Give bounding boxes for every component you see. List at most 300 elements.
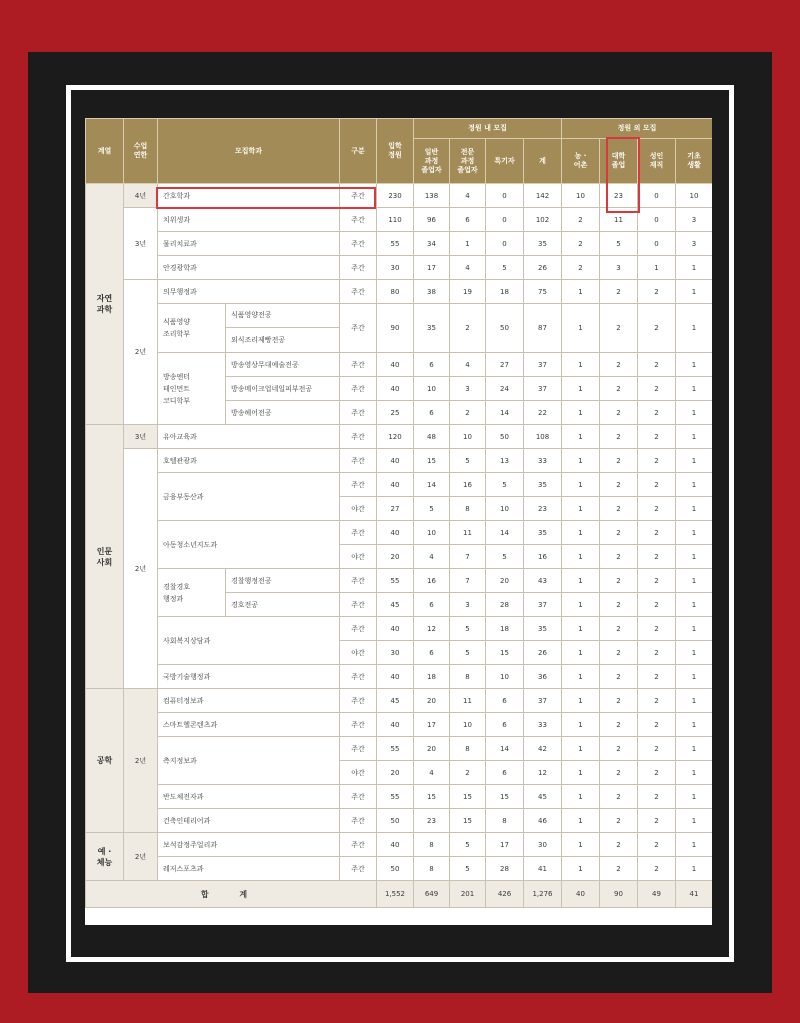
value-cell: 10 [414,377,450,401]
value-cell: 0 [486,184,524,208]
value-cell: 40 [377,617,414,641]
value-cell: 3 [600,256,638,280]
gubun-cell: 주간 [340,665,377,689]
sub-major-name: 방송메이크업네일피부전공 [226,377,340,401]
department-name: 컴퓨터정보과 [158,689,340,713]
sub-major-name: 방송영상무대예술전공 [226,353,340,377]
gubun-cell: 주간 [340,833,377,857]
value-cell: 1 [562,304,600,353]
value-cell: 23 [600,184,638,208]
value-cell: 0 [638,208,676,232]
value-cell: 8 [486,809,524,833]
value-cell: 30 [524,833,562,857]
value-cell: 2 [600,304,638,353]
value-cell: 1 [676,377,713,401]
value-cell: 1 [676,569,713,593]
value-cell: 2 [600,521,638,545]
header-major: 모집학과 [158,119,340,184]
value-cell: 30 [377,256,414,280]
gubun-cell: 야간 [340,641,377,665]
value-cell: 2 [638,401,676,425]
total-label: 합 계 [86,881,377,908]
admission-quota-table [85,118,712,908]
header-basic: 기초 생활 [676,139,713,184]
value-cell: 1 [676,641,713,665]
value-cell: 2 [638,641,676,665]
value-cell: 18 [486,617,524,641]
value-cell: 2 [600,665,638,689]
value-cell: 28 [486,857,524,881]
gubun-cell: 주간 [340,377,377,401]
value-cell: 34 [414,232,450,256]
gubun-cell: 주간 [340,713,377,737]
value-cell: 16 [414,569,450,593]
header-nong: 농 · 어촌 [562,139,600,184]
value-cell: 6 [414,401,450,425]
value-cell: 1 [676,665,713,689]
value-cell: 16 [524,545,562,569]
value-cell: 8 [450,497,486,521]
value-cell: 48 [414,425,450,449]
value-cell: 5 [450,449,486,473]
value-cell: 96 [414,208,450,232]
gubun-cell: 주간 [340,569,377,593]
department-name: 스마트헬콘텐츠과 [158,713,340,737]
gubun-cell: 주간 [340,617,377,641]
value-cell: 2 [638,761,676,785]
value-cell: 55 [377,737,414,761]
value-cell: 3 [676,208,713,232]
value-cell: 5 [486,473,524,497]
header-iphak: 입학 정원 [377,119,414,184]
value-cell: 40 [377,665,414,689]
value-cell: 1 [562,833,600,857]
value-cell: 2 [638,449,676,473]
table-row [86,208,713,232]
header-tukgija: 특기자 [486,139,524,184]
value-cell: 17 [414,713,450,737]
value-cell: 2 [638,377,676,401]
sub-major-name: 경찰행정전공 [226,569,340,593]
year-cell: 3년 [124,208,158,280]
value-cell: 17 [486,833,524,857]
table-row [86,449,713,473]
value-cell: 18 [414,665,450,689]
value-cell: 36 [524,665,562,689]
total-cell: 426 [486,881,524,908]
value-cell: 2 [600,545,638,569]
value-cell: 2 [638,593,676,617]
value-cell: 5 [450,617,486,641]
value-cell: 41 [524,857,562,881]
document-sheet [85,118,712,925]
value-cell: 2 [638,497,676,521]
value-cell: 37 [524,377,562,401]
value-cell: 35 [414,304,450,353]
value-cell: 2 [600,401,638,425]
table-row [86,353,713,377]
value-cell: 2 [450,304,486,353]
value-cell: 1 [562,713,600,737]
header-inside-quota: 정원 내 모집 [414,119,562,139]
table-row [86,833,713,857]
value-cell: 10 [486,497,524,521]
value-cell: 13 [486,449,524,473]
value-cell: 1 [562,641,600,665]
value-cell: 1 [676,593,713,617]
sub-major-stack [226,304,340,353]
value-cell: 2 [562,256,600,280]
header-adult: 성인 재직 [638,139,676,184]
value-cell: 2 [600,593,638,617]
value-cell: 2 [638,713,676,737]
value-cell: 17 [414,256,450,280]
value-cell: 2 [600,857,638,881]
value-cell: 40 [377,833,414,857]
value-cell: 35 [524,473,562,497]
value-cell: 1 [562,425,600,449]
value-cell: 2 [638,785,676,809]
value-cell: 1 [562,545,600,569]
faculty-name: 방송엔터 테인먼트 코디학부 [158,353,226,425]
value-cell: 35 [524,617,562,641]
table-row [86,713,713,737]
year-cell: 2년 [124,833,158,881]
total-cell: 40 [562,881,600,908]
gubun-cell: 주간 [340,473,377,497]
value-cell: 6 [486,689,524,713]
value-cell: 2 [600,833,638,857]
total-cell: 1,552 [377,881,414,908]
value-cell: 1 [676,304,713,353]
value-cell: 3 [450,593,486,617]
value-cell: 1 [562,761,600,785]
value-cell: 55 [377,232,414,256]
value-cell: 1 [450,232,486,256]
value-cell: 14 [486,737,524,761]
value-cell: 2 [638,280,676,304]
value-cell: 1 [562,280,600,304]
value-cell: 7 [450,569,486,593]
header-suup-yeonhan: 수업 연한 [124,119,158,184]
value-cell: 50 [377,809,414,833]
value-cell: 12 [414,617,450,641]
value-cell: 2 [638,353,676,377]
value-cell: 80 [377,280,414,304]
value-cell: 10 [676,184,713,208]
gubun-cell: 야간 [340,497,377,521]
value-cell: 11 [450,689,486,713]
value-cell: 1 [676,425,713,449]
table-row [86,785,713,809]
value-cell: 6 [486,713,524,737]
header-univ: 대학 졸업 [600,139,638,184]
total-cell: 90 [600,881,638,908]
value-cell: 22 [524,401,562,425]
value-cell: 1 [562,497,600,521]
value-cell: 5 [450,641,486,665]
value-cell: 2 [600,761,638,785]
header-gyeyeol: 계열 [86,119,124,184]
table-row [86,304,713,353]
value-cell: 27 [377,497,414,521]
value-cell: 30 [377,641,414,665]
header-sum: 계 [524,139,562,184]
sub-major-name: 방송헤어전공 [226,401,340,425]
value-cell: 10 [450,425,486,449]
value-cell: 2 [638,737,676,761]
value-cell: 1 [676,737,713,761]
gubun-cell: 주간 [340,809,377,833]
value-cell: 138 [414,184,450,208]
value-cell: 108 [524,425,562,449]
value-cell: 0 [486,232,524,256]
value-cell: 6 [414,353,450,377]
value-cell: 15 [450,809,486,833]
value-cell: 20 [377,545,414,569]
value-cell: 2 [638,304,676,353]
value-cell: 11 [450,521,486,545]
value-cell: 2 [450,761,486,785]
value-cell: 2 [638,521,676,545]
value-cell: 2 [600,497,638,521]
value-cell: 4 [414,545,450,569]
department-name: 국방기술행정과 [158,665,340,689]
value-cell: 1 [676,617,713,641]
value-cell: 2 [600,425,638,449]
value-cell: 1 [562,617,600,641]
value-cell: 10 [562,184,600,208]
value-cell: 24 [486,377,524,401]
value-cell: 37 [524,593,562,617]
value-cell: 4 [450,353,486,377]
value-cell: 40 [377,473,414,497]
value-cell: 1 [562,689,600,713]
value-cell: 5 [414,497,450,521]
value-cell: 23 [414,809,450,833]
value-cell: 1 [676,689,713,713]
value-cell: 1 [562,593,600,617]
table-row [86,521,713,545]
header-general: 일반 과정 졸업자 [414,139,450,184]
value-cell: 11 [600,208,638,232]
value-cell: 7 [450,545,486,569]
year-cell: 2년 [124,689,158,833]
total-row [86,881,713,908]
value-cell: 1 [676,857,713,881]
department-name: 레저스포츠과 [158,857,340,881]
value-cell: 1 [562,473,600,497]
value-cell: 15 [486,641,524,665]
group-label: 자연 과학 [86,184,124,425]
value-cell: 20 [414,689,450,713]
value-cell: 35 [524,521,562,545]
gubun-cell: 주간 [340,304,377,353]
value-cell: 120 [377,425,414,449]
table-row [86,569,713,593]
value-cell: 2 [600,713,638,737]
value-cell: 4 [450,256,486,280]
value-cell: 1 [562,569,600,593]
value-cell: 10 [486,665,524,689]
table-row [86,232,713,256]
value-cell: 2 [638,569,676,593]
total-cell: 201 [450,881,486,908]
value-cell: 2 [450,401,486,425]
value-cell: 33 [524,713,562,737]
value-cell: 2 [600,809,638,833]
table-row [86,280,713,304]
value-cell: 1 [562,785,600,809]
table-row [86,184,713,208]
table-row [86,737,713,761]
gubun-cell: 주간 [340,521,377,545]
gubun-cell: 주간 [340,232,377,256]
gubun-cell: 야간 [340,761,377,785]
value-cell: 10 [414,521,450,545]
value-cell: 6 [450,208,486,232]
value-cell: 2 [600,569,638,593]
value-cell: 50 [486,304,524,353]
value-cell: 75 [524,280,562,304]
value-cell: 2 [638,425,676,449]
value-cell: 16 [450,473,486,497]
value-cell: 15 [414,449,450,473]
value-cell: 1 [676,497,713,521]
value-cell: 35 [524,232,562,256]
gubun-cell: 주간 [340,689,377,713]
value-cell: 4 [414,761,450,785]
gubun-cell: 주간 [340,785,377,809]
value-cell: 40 [377,449,414,473]
department-name: 호텔관광과 [158,449,340,473]
value-cell: 2 [600,617,638,641]
value-cell: 2 [600,280,638,304]
value-cell: 2 [600,353,638,377]
value-cell: 1 [676,809,713,833]
value-cell: 5 [450,833,486,857]
value-cell: 20 [377,761,414,785]
value-cell: 26 [524,256,562,280]
header-special: 전문 과정 졸업자 [450,139,486,184]
total-cell: 1,276 [524,881,562,908]
table-row [86,617,713,641]
value-cell: 0 [486,208,524,232]
value-cell: 40 [377,353,414,377]
department-name: 측지정보과 [158,737,340,785]
value-cell: 55 [377,569,414,593]
value-cell: 2 [638,689,676,713]
value-cell: 1 [562,521,600,545]
gubun-cell: 야간 [340,545,377,569]
value-cell: 23 [524,497,562,521]
value-cell: 15 [414,785,450,809]
department-name: 치위생과 [158,208,340,232]
value-cell: 0 [638,232,676,256]
value-cell: 1 [638,256,676,280]
group-label: 인문 사회 [86,425,124,689]
value-cell: 25 [377,401,414,425]
table-row [86,809,713,833]
value-cell: 8 [450,665,486,689]
gubun-cell: 주간 [340,449,377,473]
value-cell: 33 [524,449,562,473]
value-cell: 14 [486,521,524,545]
department-name: 아동청소년지도과 [158,521,340,569]
group-label: 예 · 체능 [86,833,124,881]
year-cell: 2년 [124,449,158,689]
value-cell: 87 [524,304,562,353]
value-cell: 19 [450,280,486,304]
value-cell: 50 [377,857,414,881]
value-cell: 55 [377,785,414,809]
value-cell: 1 [676,256,713,280]
value-cell: 1 [562,737,600,761]
table-row [86,689,713,713]
value-cell: 0 [638,184,676,208]
gubun-cell: 주간 [340,737,377,761]
value-cell: 37 [524,353,562,377]
department-name: 건축인테리어과 [158,809,340,833]
header-gubun: 구분 [340,119,377,184]
value-cell: 5 [450,857,486,881]
sub-major-name: 외식조리제빵전공 [231,336,286,344]
value-cell: 15 [450,785,486,809]
table-row [86,256,713,280]
year-cell: 3년 [124,425,158,449]
value-cell: 8 [450,737,486,761]
department-name: 유아교육과 [158,425,340,449]
value-cell: 1 [562,665,600,689]
value-cell: 43 [524,569,562,593]
department-name: 의무행정과 [158,280,340,304]
value-cell: 1 [676,353,713,377]
value-cell: 20 [414,737,450,761]
gubun-cell: 주간 [340,280,377,304]
faculty-name: 경찰경호 행정과 [158,569,226,617]
department-name: 반도체전자과 [158,785,340,809]
value-cell: 2 [600,689,638,713]
value-cell: 10 [450,713,486,737]
sub-major-name: 식품영양전공 [226,304,339,328]
value-cell: 12 [524,761,562,785]
total-cell: 41 [676,881,713,908]
value-cell: 1 [676,833,713,857]
value-cell: 3 [676,232,713,256]
value-cell: 6 [414,641,450,665]
value-cell: 15 [486,785,524,809]
value-cell: 1 [676,401,713,425]
value-cell: 28 [486,593,524,617]
value-cell: 1 [562,809,600,833]
value-cell: 27 [486,353,524,377]
value-cell: 1 [676,785,713,809]
value-cell: 1 [676,280,713,304]
sub-major-name: 경호전공 [226,593,340,617]
value-cell: 2 [600,473,638,497]
table-row [86,665,713,689]
table-row [86,425,713,449]
value-cell: 1 [676,521,713,545]
value-cell: 14 [414,473,450,497]
department-name: 안경광학과 [158,256,340,280]
total-cell: 649 [414,881,450,908]
value-cell: 1 [562,401,600,425]
value-cell: 102 [524,208,562,232]
value-cell: 1 [562,449,600,473]
group-label: 공학 [86,689,124,833]
gubun-cell: 주간 [340,256,377,280]
